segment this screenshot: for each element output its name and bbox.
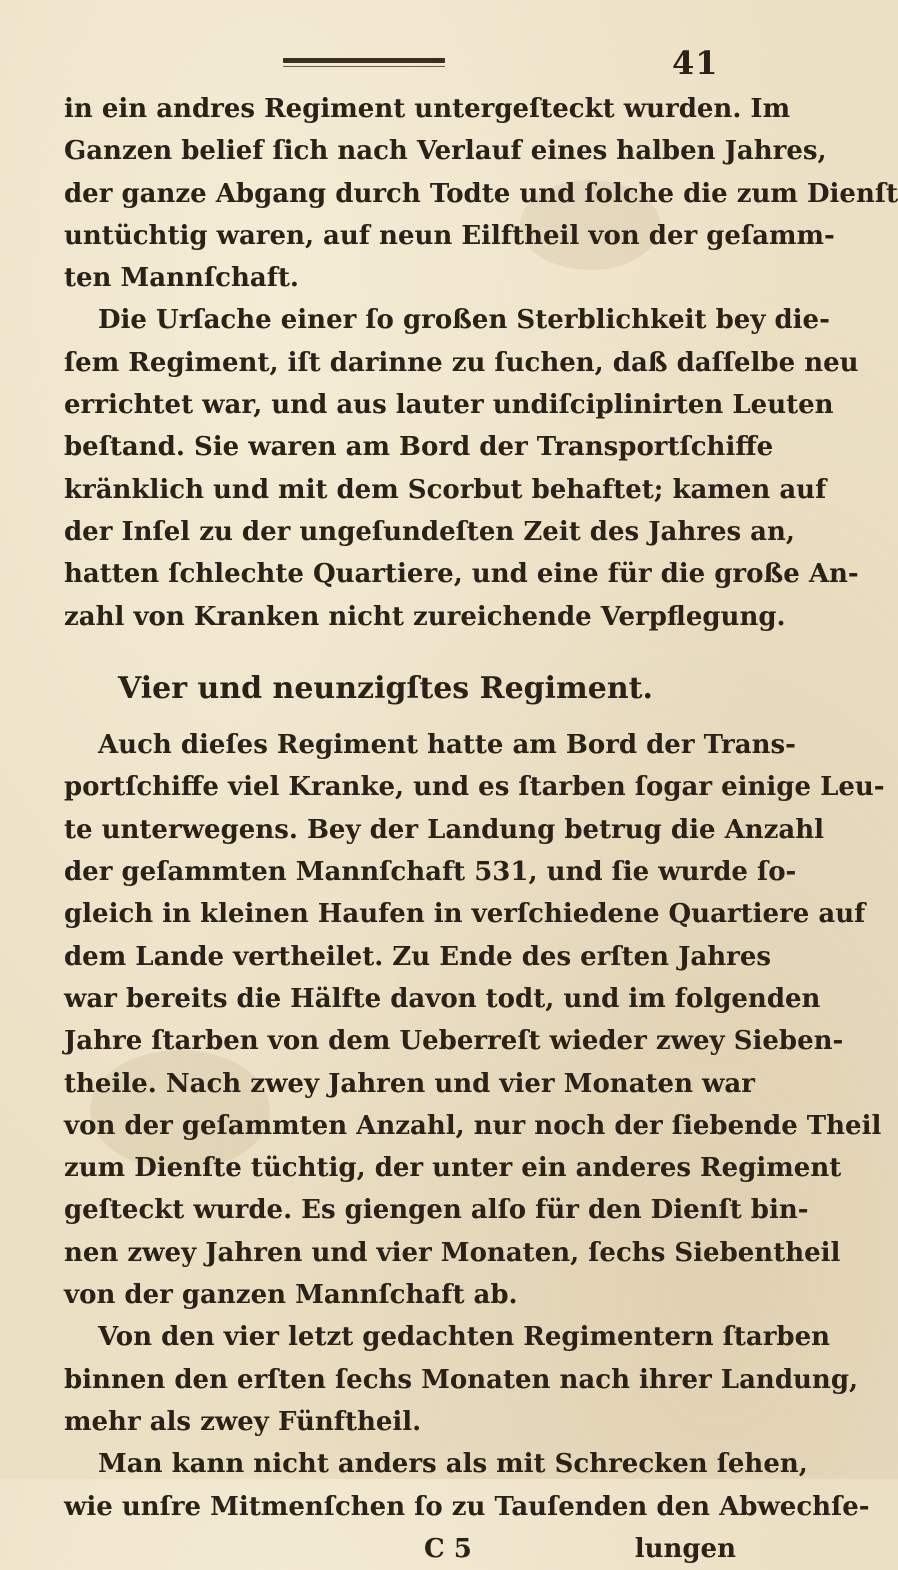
text-line: der geſammten Mannſchaft 531, und ſie wurde ſo- — [64, 857, 797, 888]
body-text — [64, 88, 898, 1570]
text-line: dem Lande vertheilet. Zu Ende des erſten Jahres — [64, 941, 772, 972]
text-line: Ganzen belief ſich nach Verlauf eines halben Jahres, — [64, 136, 827, 167]
text-line: von der geſammten Anzahl, nur noch der ſiebende Theil — [64, 1110, 882, 1141]
text-line: theile. Nach zwey Jahren und vier Monaten war — [64, 1068, 755, 1099]
text-line: ten Mannſchaft. — [64, 263, 299, 294]
text-line: binnen den erſten ſechs Monaten nach ihrer Landung, — [64, 1364, 859, 1395]
text-line: Jahre ſtarben von dem Ueberreſt wieder zwey Sieben- — [64, 1026, 844, 1057]
text-line: Auch dieſes Regiment hatte am Bord der Trans- — [98, 730, 796, 761]
text-line: hatten ſchlechte Quartiere, und eine für die große An- — [64, 559, 859, 590]
signature-mark: C 5 — [424, 1533, 472, 1564]
text-line: in ein andres Regiment untergeſteckt wurden. Im — [64, 94, 791, 124]
text-line: Die Urſache einer ſo großen Sterblichkeit bey die- — [98, 305, 830, 336]
page-number: 41 — [672, 44, 719, 82]
header-rule-thin — [283, 66, 445, 67]
text-line: Man kann nicht anders als mit Schrecken ſehen, — [98, 1449, 808, 1480]
text-line: errichtet war, und aus lauter undiſciplinirten Leuten — [64, 390, 834, 421]
text-line: der Inſel zu der ungeſundeſten Zeit des Jahres an, — [64, 516, 795, 547]
text-line: kränklich und mit dem Scorbut behaftet; kamen auf — [64, 474, 827, 505]
text-line: mehr als zwey Fünftheil. — [64, 1406, 422, 1437]
page-footer — [64, 1528, 736, 1570]
text-line: von der ganzen Mannſchaft ab. — [64, 1280, 518, 1311]
text-line: te unterwegens. Bey der Landung betrug die Anzahl — [64, 814, 825, 845]
text-line: nen zwey Jahren und vier Monaten, ſechs Siebentheil — [64, 1237, 841, 1268]
section-heading: Vier und neunzigſtes Regiment. — [118, 670, 653, 706]
text-line: Von den vier letzt gedachten Regimentern ſtarben — [98, 1322, 831, 1353]
text-line: war bereits die Hälfte davon todt, und im folgenden — [64, 983, 821, 1014]
text-line: ſem Regiment, iſt darinne zu ſuchen, daß daſſelbe neu — [64, 347, 859, 378]
text-line: geſteckt wurde. Es giengen alſo für den Dienſt bin- — [64, 1195, 809, 1226]
text-line: der ganze Abgang durch Todte und ſolche die zum Dienſt — [64, 178, 898, 209]
text-line: untüchtig waren, auf neun Eilftheil von der geſamm- — [64, 220, 835, 251]
text-line: gleich in kleinen Haufen in verſchiedene Quartiere auf — [64, 899, 866, 930]
header-rule — [283, 58, 445, 63]
catchword: lungen — [634, 1533, 736, 1564]
text-line: portſchiffe viel Kranke, und es ſtarben ſogar einige Leu- — [64, 772, 885, 803]
text-line: zahl von Kranken nicht zureichende Verpflegung. — [64, 601, 786, 632]
text-line: beſtand. Sie waren am Bord der Transportſchiffe — [64, 432, 774, 463]
text-line: zum Dienſte tüchtig, der unter ein anderes Regiment — [64, 1153, 842, 1184]
text-line: wie unſre Mitmenſchen ſo zu Tauſenden den Abwechſe- — [64, 1491, 870, 1522]
